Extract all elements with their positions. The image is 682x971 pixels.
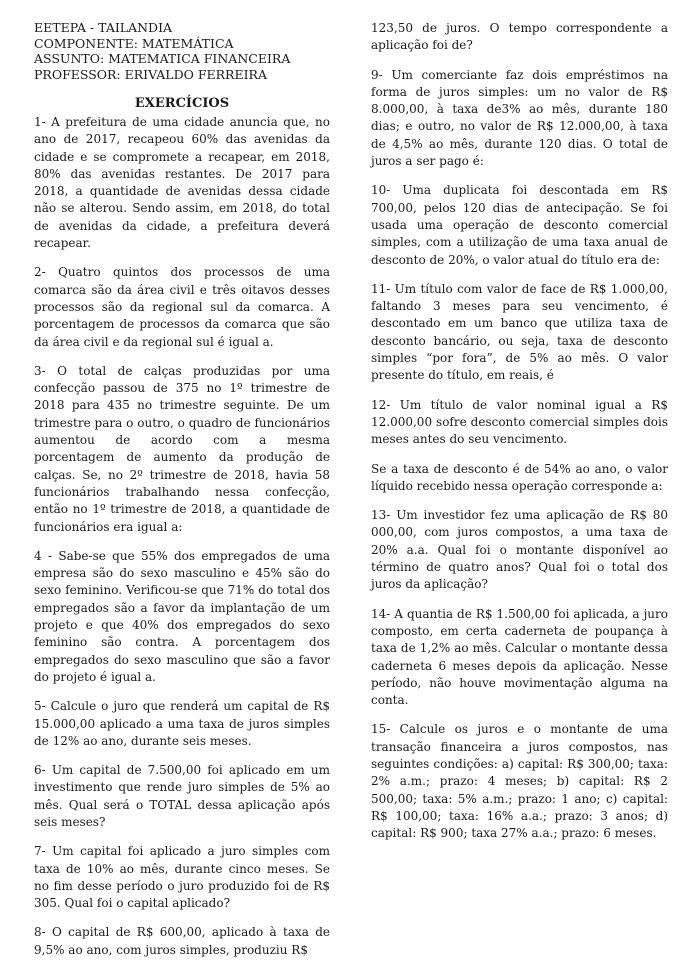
- question-13: 13- Um investidor fez uma aplicação de R$ 80 000,00, com juros compostos, a uma taxa de 20% a.a. Qual foi o montante disponível ao término de quatro anos? Qual foi o total dos juros da aplicação?: [371, 508, 668, 592]
- question-6: 6- Um capital de 7.500,00 foi aplicado em um investimento que rende juro simples de 5% ao mês. Qual será o TOTAL dessa aplicação após seis meses?: [34, 763, 330, 829]
- header-component: COMPONENTE: MATEMÁTICA: [34, 35, 234, 51]
- right-column: [371, 20, 668, 854]
- question-4: 4 - Sabe-se que 55% dos empregados de uma empresa são do sexo masculino e 45% são do sexo feminino. Verificou-se que 71% do total dos empregados são a favor da implantação de um projeto e que 40% dos empregados do sexo feminino são contra. A porcentagem dos empregados do sexo masculino que são a favor do projeto é igual a.: [34, 548, 330, 684]
- left-column: [34, 20, 330, 971]
- question-14: 14- A quantia de R$ 1.500,00 foi aplicada, a juro composto, em certa caderneta de poupança à taxa de 1,2% ao mês. Calcular o montante dessa caderneta 6 meses depois da aplicação. Nesse período, não houve movimentação alguma na conta.: [371, 606, 668, 708]
- question-9: 9- Um comerciante faz dois empréstimos na forma de juros simples: um no valor de R$ 8.000,00, à taxa de3% ao mês, durante 180 dias; e outro, no valor de R$ 12.000,00, à taxa de 4,5% ao mês, durante 120 dias. O total de juros a ser pago é:: [371, 67, 668, 169]
- section-title: EXERCÍCIOS: [134, 96, 230, 111]
- question-12-continued: Se a taxa de desconto é de 54% ao ano, o valor líquido recebido nessa operação corresponde a:: [371, 461, 668, 493]
- header-subject: ASSUNTO: MATEMATICA FINANCEIRA: [34, 51, 291, 66]
- question-10: 10- Uma duplicata foi descontada em R$ 700,00, pelos 120 dias de antecipação. Se foi usada uma operação de desconto comercial simples, com a utilização de uma taxa anual de desconto de 20%, o valor atual do título era de:: [371, 183, 668, 267]
- question-2: 2- Quatro quintos dos processos de uma comarca são da área civil e três oitavos desses processos são da regional sul da comarca. A porcentagem de processos da comarca que são da área civil e da regional sul é igual a.: [34, 265, 330, 349]
- header-teacher: PROFESSOR: ERIVALDO FERREIRA: [34, 66, 267, 82]
- question-7: 7- Um capital foi aplicado a juro simples com taxa de 10% ao mês, durante cinco meses. Se no fim desse período o juro produzido foi de R$ 305. Qual foi o capital aplicado?: [34, 844, 330, 911]
- question-5: 5- Calcule o juro que renderá um capital de R$ 15.000,00 aplicado a uma taxa de juros simples de 12% ao ano, durante seis meses.: [34, 699, 330, 748]
- question-12: 12- Um título de valor nominal igual a R$ 12.000,00 sofre desconto comercial simples dois meses antes do seu vencimento.: [371, 397, 668, 447]
- question-11: 11- Um título com valor de face de R$ 1.000,00, faltando 3 meses para seu vencimento, é descontado em um banco que utiliza taxa de desconto bancário, ou seja, taxa de desconto simples “por fora”, de 5% ao mês. O valor presente do título, em reais, é: [371, 281, 668, 383]
- document-header: [34, 20, 330, 82]
- question-15: 15- Calcule os juros e o montante de uma transação financeira a juros compostos, nas seguintes condições: a) capital: R$ 300,00; taxa: 2% a.m.; prazo: 4 meses; b) capital: R$ 2 500,00; taxa: 5% a.m.; prazo: 1 ano; c) capital: R$ 100,00; taxa: 16% a.a.; prazo: 3 anos; d) capital: R$ 900; taxa 27% a.a.; prazo: 6 meses.: [371, 722, 668, 841]
- question-3: 3- O total de calças produzidas por uma confecção passou de 375 no 1º trimestre de 2018 para 435 no trimestre seguinte. De um trimestre para o outro, o quadro de funcionários aumentou de acordo com a mesma porcentagem de aumento da produção de calças. Se, no 2º trimestre de 2018, havia 58 funcionários trabalhando nessa confecção, então no 1º trimestre de 2018, a quantidade de funcionários era igual a:: [34, 363, 330, 534]
- question-1: 1- A prefeitura de uma cidade anuncia que, no ano de 2017, recapeou 60% das avenidas da cidade e se compromete a recapear, em 2018, 80% das avenidas restantes. De 2017 para 2018, a quantidade de avenidas dessa cidade não se alterou. Sendo assim, em 2018, do total de avenidas da cidade, a prefeitura deverá recapear.: [34, 115, 330, 251]
- question-8-end: 123,50 de juros. O tempo correspondente a aplicação foi de?: [371, 21, 668, 53]
- header-school: EETEPA - TAILANDIA: [34, 20, 173, 35]
- question-8-start: 8- O capital de R$ 600,00, aplicado à taxa de 9,5% ao ano, com juros simples, produziu R$: [34, 925, 330, 957]
